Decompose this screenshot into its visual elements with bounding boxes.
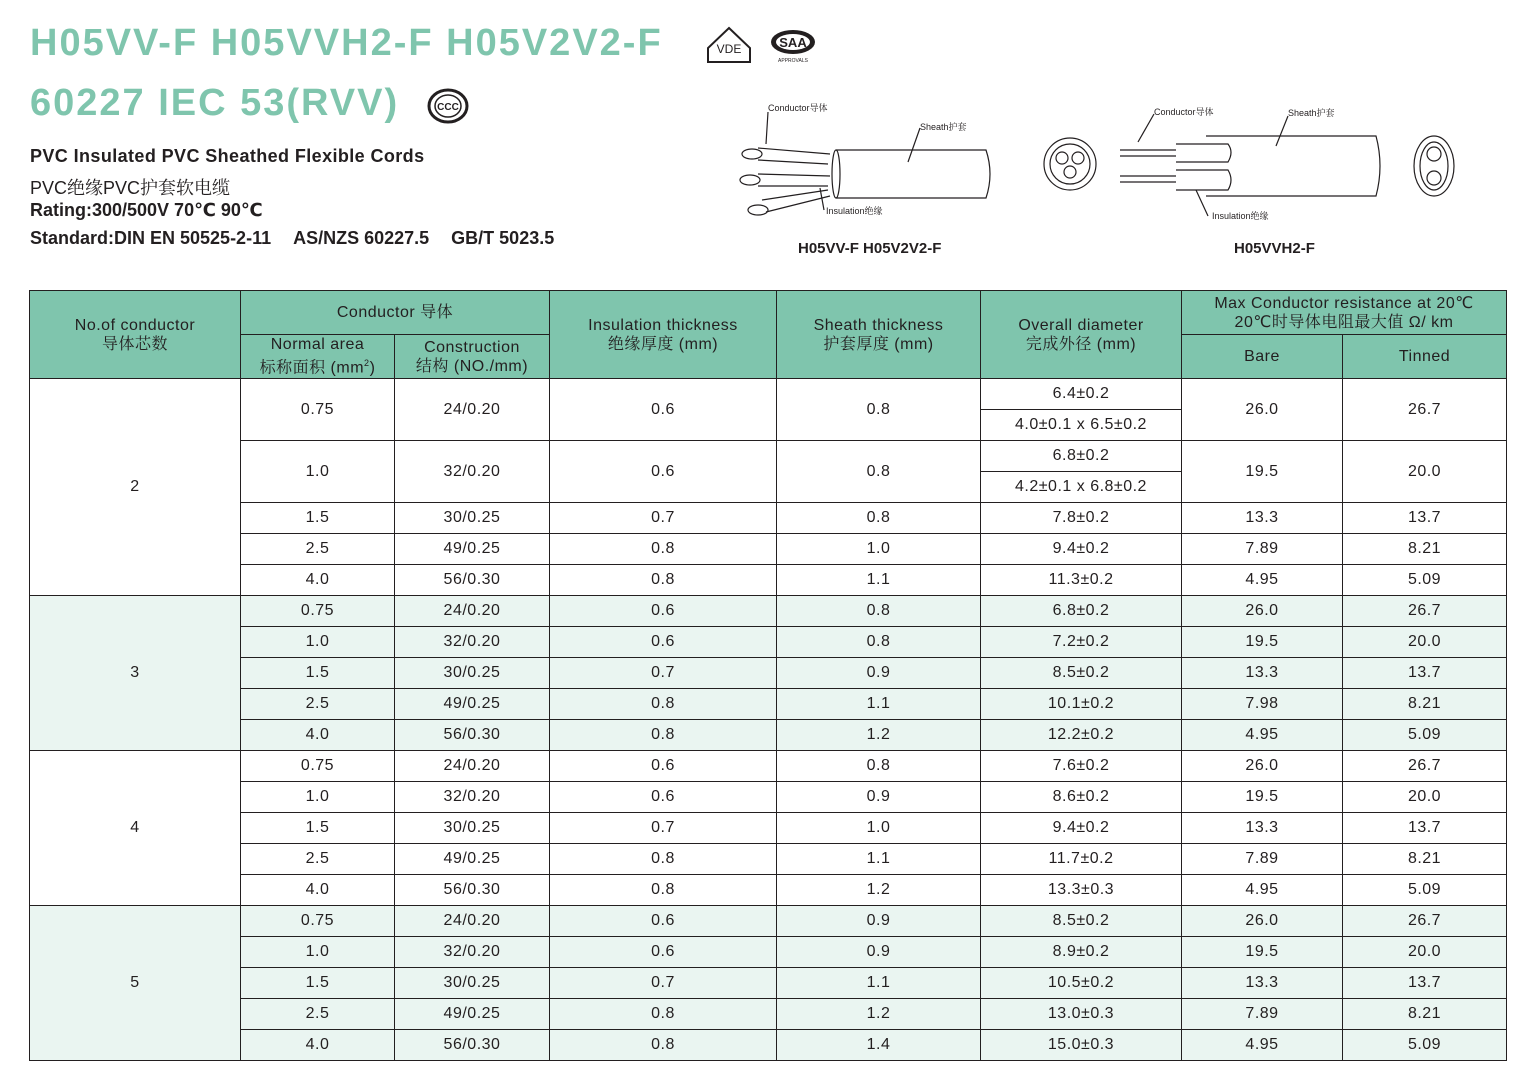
header-bare: Bare bbox=[1182, 335, 1343, 379]
table-row: 2.5 49/0.25 0.8 1.0 9.4±0.2 7.89 8.21 bbox=[30, 534, 1507, 565]
ccc-label: CCC bbox=[437, 102, 459, 113]
right-sheath-label: Sheath护套 bbox=[1288, 108, 1335, 118]
table-row: 2.5 49/0.25 0.8 1.1 10.1±0.2 7.98 8.21 bbox=[30, 689, 1507, 720]
left-sheath-label: Sheath护套 bbox=[920, 122, 967, 132]
right-insulation-label: Insulation绝缘 bbox=[1212, 211, 1269, 221]
left-diagram-caption: H05VV-F H05V2V2-F bbox=[798, 240, 942, 257]
table-row: 1.0 32/0.20 0.6 0.9 8.9±0.2 19.5 20.0 bbox=[30, 937, 1507, 968]
table-row: 1.0 32/0.20 0.6 0.8 7.2±0.2 19.5 20.0 bbox=[30, 627, 1507, 658]
right-conductor-label: Conductor导体 bbox=[1154, 107, 1214, 117]
table-row: 4.0 56/0.30 0.8 1.2 12.2±0.2 4.95 5.09 bbox=[30, 720, 1507, 751]
table-row: 4.0 56/0.30 0.8 1.1 11.3±0.2 4.95 5.09 bbox=[30, 565, 1507, 596]
table-row: 1.0 32/0.20 0.6 0.8 6.8±0.2 19.5 20.0 bbox=[30, 441, 1507, 472]
cores-cell: 4 bbox=[30, 751, 241, 906]
table-row: 4.2±0.1 x 6.8±0.2 bbox=[30, 472, 1507, 503]
standard-gbt: GB/T 5023.5 bbox=[451, 228, 555, 248]
saa-mark-icon bbox=[768, 26, 818, 66]
table-row: 3 0.75 24/0.20 0.6 0.8 6.8±0.2 26.0 26.7 bbox=[30, 596, 1507, 627]
right-diagram-caption: H05VVH2-F bbox=[1234, 240, 1315, 257]
table-row: 2.5 49/0.25 0.8 1.1 11.7±0.2 7.89 8.21 bbox=[30, 844, 1507, 875]
header-insulation-thickness: Insulation thickness 绝缘厚度 (mm) bbox=[550, 291, 777, 379]
rating: Rating:300/500V 70℃ 90℃ bbox=[30, 200, 263, 220]
table-row: 5 0.75 24/0.20 0.6 0.9 8.5±0.2 26.0 26.7 bbox=[30, 906, 1507, 937]
left-insulation-label: Insulation绝缘 bbox=[826, 206, 883, 216]
table-row: 2 0.75 24/0.20 0.6 0.8 6.4±0.2 26.0 26.7 bbox=[30, 379, 1507, 410]
cores-cell: 2 bbox=[30, 379, 241, 596]
table-row: 1.0 32/0.20 0.6 0.9 8.6±0.2 19.5 20.0 bbox=[30, 782, 1507, 813]
table-row: 4.0 56/0.30 0.8 1.2 13.3±0.3 4.95 5.09 bbox=[30, 875, 1507, 906]
table-row: 1.5 30/0.25 0.7 0.8 7.8±0.2 13.3 13.7 bbox=[30, 503, 1507, 534]
subtitle-en: PVC Insulated PVC Sheathed Flexible Cords bbox=[30, 146, 425, 166]
saa-sub-label: APPROVALS bbox=[778, 58, 808, 64]
table-row: 1.5 30/0.25 0.7 1.0 9.4±0.2 13.3 13.7 bbox=[30, 813, 1507, 844]
title-line-1: H05VV-F H05VVH2-F H05V2V2-F bbox=[30, 22, 663, 64]
standard bbox=[30, 228, 554, 249]
standard-din: Standard:DIN EN 50525-2-11 bbox=[30, 228, 272, 248]
spec-table bbox=[29, 290, 1507, 1061]
left-conductor-label: Conductor导体 bbox=[768, 103, 828, 113]
table-row: 1.5 30/0.25 0.7 1.1 10.5±0.2 13.3 13.7 bbox=[30, 968, 1507, 999]
standard-asnzs: AS/NZS 60227.5 bbox=[293, 228, 430, 248]
table-row: 2.5 49/0.25 0.8 1.2 13.0±0.3 7.89 8.21 bbox=[30, 999, 1507, 1030]
cores-cell: 5 bbox=[30, 906, 241, 1061]
table-row: 4 0.75 24/0.20 0.6 0.8 7.6±0.2 26.0 26.7 bbox=[30, 751, 1507, 782]
flat-cable-illustration bbox=[1120, 114, 1380, 216]
header-conductor: Conductor 导体 bbox=[241, 291, 550, 335]
header-overall-diameter: Overall diameter 完成外径 (mm) bbox=[981, 291, 1182, 379]
header-tinned: Tinned bbox=[1343, 335, 1507, 379]
vde-label: VDE bbox=[716, 42, 742, 56]
cable-diagram bbox=[728, 92, 1508, 262]
table-row: 4.0 56/0.30 0.8 1.4 15.0±0.3 4.95 5.09 bbox=[30, 1030, 1507, 1061]
vde-mark-icon bbox=[706, 26, 752, 64]
title-line-2: 60227 IEC 53(RVV) bbox=[30, 82, 400, 124]
ccc-mark-icon bbox=[427, 88, 469, 124]
round-cross-section-icon bbox=[1044, 138, 1096, 190]
header-normal-area: Normal area 标称面积 $(mm^2)$ bbox=[241, 335, 395, 379]
subtitle-cn: PVC绝缘PVC护套软电缆 bbox=[30, 178, 231, 198]
table-row: 1.5 30/0.25 0.7 0.9 8.5±0.2 13.3 13.7 bbox=[30, 658, 1507, 689]
saa-label: SAA bbox=[779, 35, 807, 50]
header-no-conductor: No.of conductor 导体芯数 bbox=[30, 291, 241, 379]
cores-cell: 3 bbox=[30, 596, 241, 751]
header-sheath-thickness: Sheath thickness 护套厚度 (mm) bbox=[777, 291, 981, 379]
flat-cross-section-icon bbox=[1414, 136, 1454, 196]
header-construction: Construction 结构 (NO./mm) bbox=[395, 335, 550, 379]
table-row: 4.0±0.1 x 6.5±0.2 bbox=[30, 410, 1507, 441]
header-max-resistance: Max Conductor resistance at 20℃ 20℃时导体电阻最大值 Ω/ km bbox=[1182, 291, 1507, 335]
